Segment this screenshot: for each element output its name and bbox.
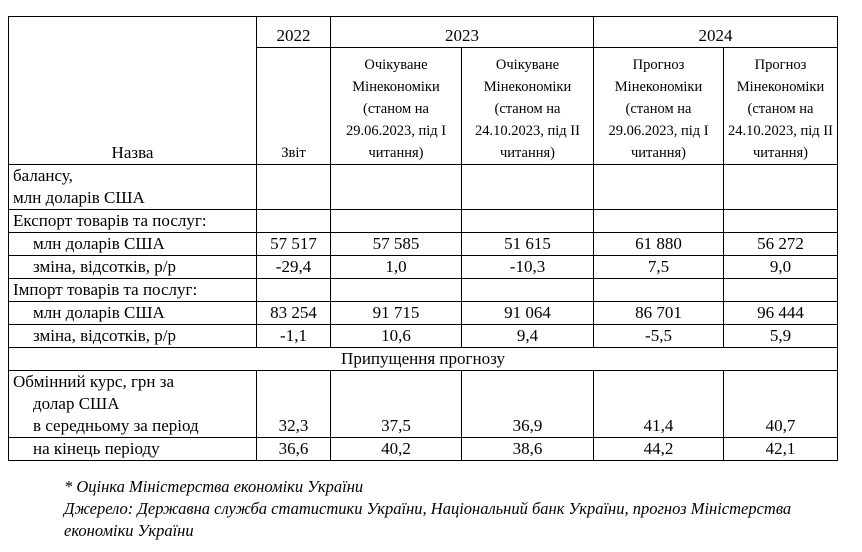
balance-label-line1: балансу, (13, 166, 73, 185)
cell-rate-avg-2023-oct: 36,9 (462, 371, 594, 438)
table-row-export-usd (9, 233, 838, 256)
header-sub-forecast-jun: Прогноз Мінекономіки (станом на 29.06.2023, під І читання) (594, 48, 724, 165)
cell-export-change-2023-oct: -10,3 (462, 256, 594, 279)
cell-import-change-2023-oct: 9,4 (462, 325, 594, 348)
header-year-2022: 2022 (257, 17, 331, 48)
cell-rate-avg-2023-jun: 37,5 (331, 371, 462, 438)
cell-export-usd-2024-oct: 56 272 (724, 233, 838, 256)
table-row-export-change (9, 256, 838, 279)
section-title-assumptions: Припущення прогнозу (9, 348, 838, 371)
table-row-import-title (9, 279, 838, 302)
cell-rate-avg-2024-oct: 40,7 (724, 371, 838, 438)
cell-export-usd-2023-jun: 57 585 (331, 233, 462, 256)
row-label-export-title: Експорт товарів та послуг: (9, 210, 257, 233)
table-row-section-assumptions (9, 348, 838, 371)
table-row-rate-end (9, 438, 838, 461)
table-row-import-change (9, 325, 838, 348)
cell-export-change-2023-jun: 1,0 (331, 256, 462, 279)
row-label-export-usd: млн доларів США (9, 233, 257, 256)
footnote-estimate: * Оцінка Міністерства економіки України (64, 477, 364, 496)
header-sub-expected-oct: Очікуване Мінекономіки (станом на 24.10.2023, під ІІ читання) (462, 48, 594, 165)
cell-import-change-2024-oct: 5,9 (724, 325, 838, 348)
cell-rate-avg-2024-jun: 41,4 (594, 371, 724, 438)
cell-export-usd-2024-jun: 61 880 (594, 233, 724, 256)
cell-import-usd-2022: 83 254 (257, 302, 331, 325)
cell-rate-avg-2022: 32,3 (257, 371, 331, 438)
cell-rate-end-2023-oct: 38,6 (462, 438, 594, 461)
cell-rate-end-2024-oct: 42,1 (724, 438, 838, 461)
row-label-balance (9, 165, 257, 210)
footnote-source: Джерело: Державна служба статистики України, Національний банк України, прогноз Міністерства економіки України (64, 499, 792, 540)
table-row-rate-avg (9, 371, 838, 438)
cell-export-usd-2022: 57 517 (257, 233, 331, 256)
rate-label-line1: Обмінний курс, грн за (13, 372, 175, 391)
header-row-years (9, 17, 838, 48)
cell-import-change-2024-jun: -5,5 (594, 325, 724, 348)
cell-export-change-2024-oct: 9,0 (724, 256, 838, 279)
cell-import-usd-2024-jun: 86 701 (594, 302, 724, 325)
header-year-2023: 2023 (331, 17, 594, 48)
cell-import-usd-2024-oct: 96 444 (724, 302, 838, 325)
cell-rate-end-2024-jun: 44,2 (594, 438, 724, 461)
table-row-export-title (9, 210, 838, 233)
table-row-balance (9, 165, 838, 210)
row-label-rate-avg (9, 371, 257, 438)
header-sub-report: Звіт (257, 48, 331, 165)
cell-import-usd-2023-jun: 91 715 (331, 302, 462, 325)
cell-export-change-2024-jun: 7,5 (594, 256, 724, 279)
row-label-import-change: зміна, відсотків, р/р (9, 325, 257, 348)
header-sub-expected-jun: Очікуване Мінекономіки (станом на 29.06.2023, під І читання) (331, 48, 462, 165)
header-year-2024: 2024 (594, 17, 838, 48)
cell-rate-end-2023-jun: 40,2 (331, 438, 462, 461)
row-label-export-change: зміна, відсотків, р/р (9, 256, 257, 279)
cell-import-usd-2023-oct: 91 064 (462, 302, 594, 325)
cell-import-change-2023-jun: 10,6 (331, 325, 462, 348)
row-label-rate-end: на кінець періоду (9, 438, 257, 461)
forecast-table (8, 16, 838, 461)
row-label-import-usd: млн доларів США (9, 302, 257, 325)
header-sub-forecast-oct: Прогноз Мінекономіки (станом на 24.10.2023, під ІІ читання) (724, 48, 838, 165)
cell-import-change-2022: -1,1 (257, 325, 331, 348)
footnotes (14, 476, 844, 542)
balance-label-line2: млн доларів США (13, 188, 145, 207)
rate-label-line3: в середньому за період (33, 416, 199, 435)
table-row-import-usd (9, 302, 838, 325)
rate-label-line2: долар США (33, 394, 120, 413)
row-label-import-title: Імпорт товарів та послуг: (9, 279, 257, 302)
cell-rate-end-2022: 36,6 (257, 438, 331, 461)
cell-export-change-2022: -29,4 (257, 256, 331, 279)
cell-export-usd-2023-oct: 51 615 (462, 233, 594, 256)
header-name-cell: Назва (9, 17, 257, 165)
